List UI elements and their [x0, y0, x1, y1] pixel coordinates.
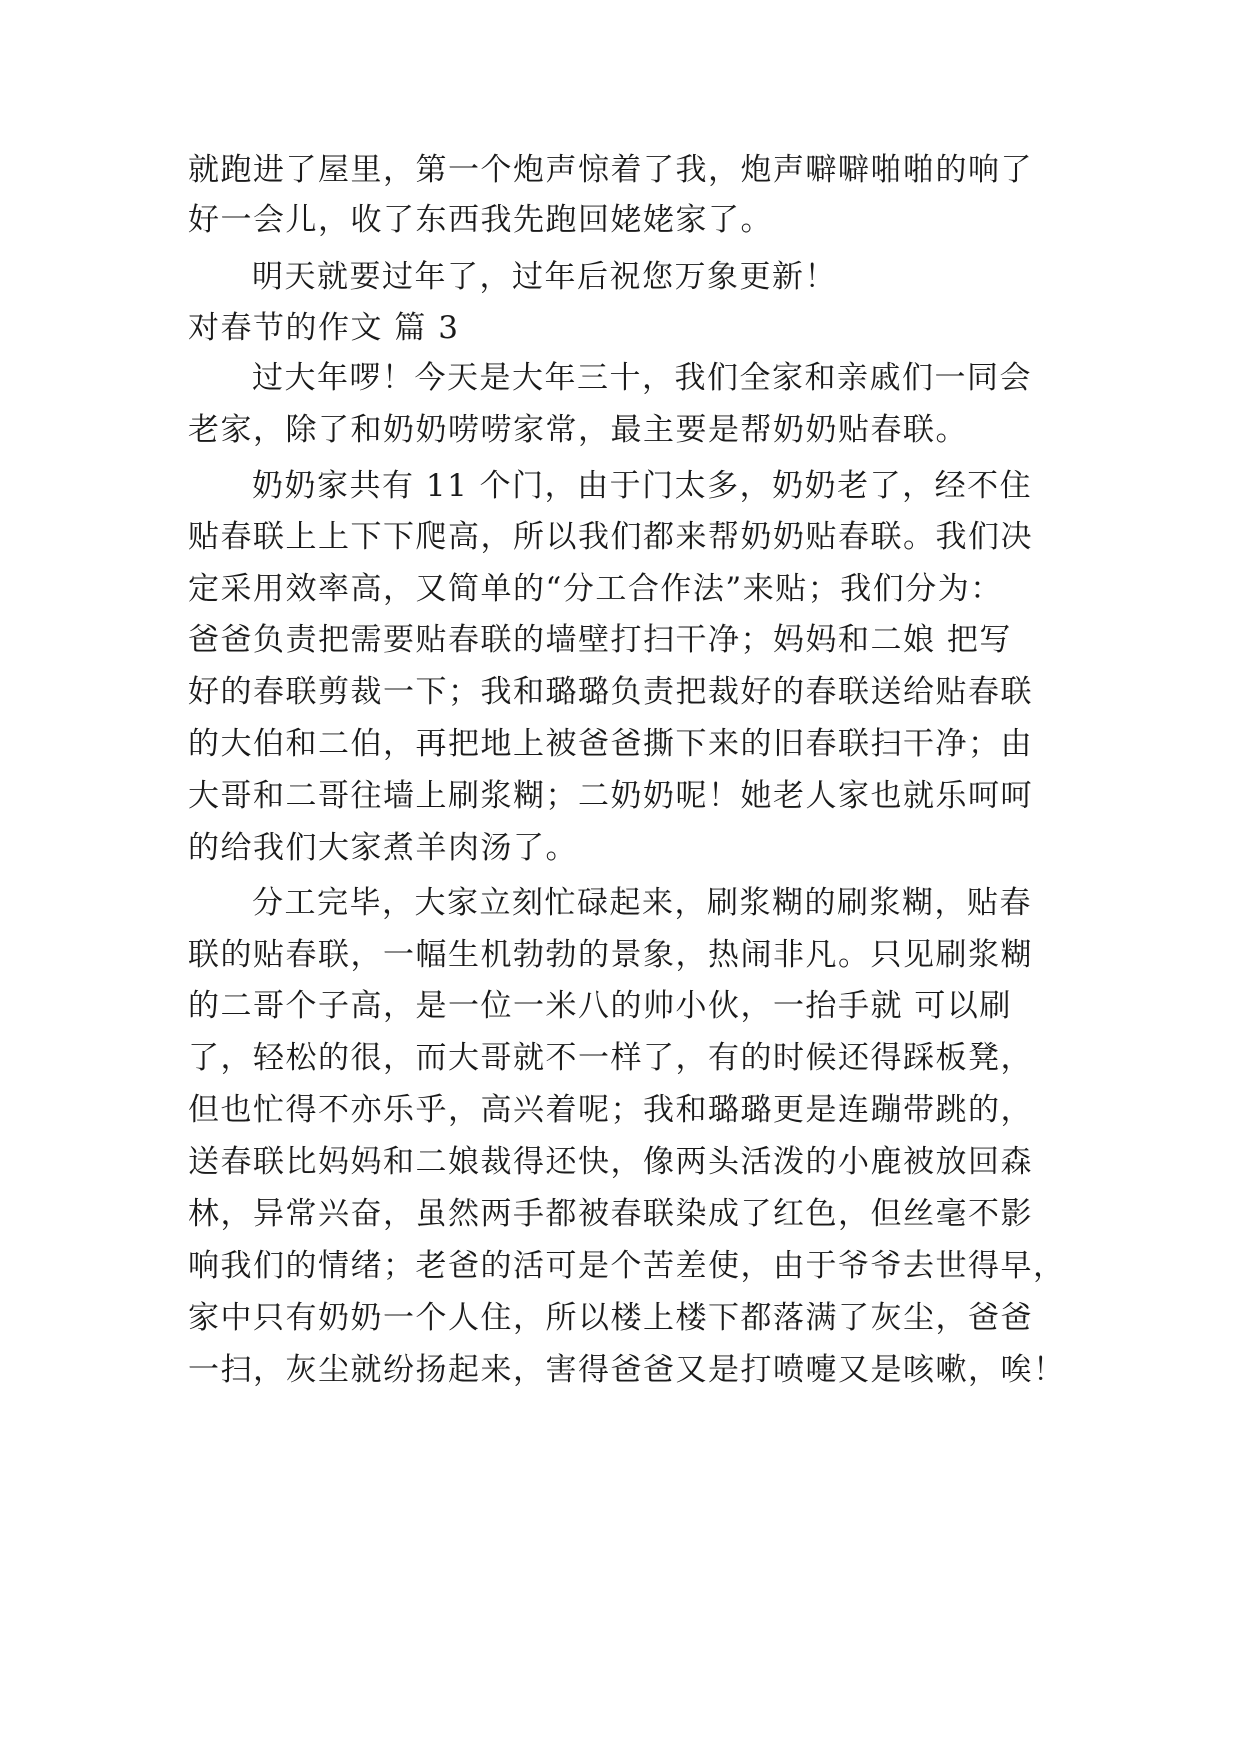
- text-line: 家中只有奶奶一个人住，所以楼上楼下都落满了灰尘，爸爸: [188, 1300, 1033, 1336]
- text-line: 大哥和二哥往墙上刷浆糊；二奶奶呢！她老人家也就乐呵呵: [188, 778, 1033, 814]
- text-line: 过大年啰！今天是大年三十，我们全家和亲戚们一同会: [252, 360, 1032, 396]
- text-line: 林，异常兴奋，虽然两手都被春联染成了红色，但丝毫不影: [188, 1196, 1033, 1232]
- text-line: 老家，除了和奶奶唠唠家常，最主要是帮奶奶贴春联。: [188, 412, 968, 448]
- text-line: 但也忙得不亦乐乎，高兴着呢；我和璐璐更是连蹦带跳的，: [188, 1092, 1033, 1128]
- text-line: 明天就要过年了，过年后祝您万象更新！: [252, 259, 837, 295]
- text-line: 贴春联上上下下爬高，所以我们都来帮奶奶贴春联。我们决: [188, 519, 1033, 555]
- text-line: 联的贴春联，一幅生机勃勃的景象，热闹非凡。只见刷浆糊: [188, 937, 1033, 973]
- text-line: 响我们的情绪；老爸的活可是个苦差使，由于爷爷去世得早，: [188, 1248, 1066, 1284]
- text-line: 好一会儿，收了东西我先跑回姥姥家了。: [188, 202, 773, 238]
- text-line: 就跑进了屋里，第一个炮声惊着了我，炮声噼噼啪啪的响了: [188, 152, 1033, 188]
- text-line: 爸爸负责把需要贴春联的墙壁打扫干净；妈妈和二娘 把写: [188, 622, 1012, 658]
- text-line: 一扫，灰尘就纷扬起来，害得爸爸又是打喷嚏又是咳嗽，唉！: [188, 1352, 1066, 1388]
- text-line: 的给我们大家煮羊肉汤了。: [188, 830, 578, 866]
- text-line: 好的春联剪裁一下；我和璐璐负责把裁好的春联送给贴春联: [188, 674, 1033, 710]
- text-line: 送春联比妈妈和二娘裁得还快，像两头活泼的小鹿被放回森: [188, 1144, 1033, 1180]
- text-line: 奶奶家共有 11 个门，由于门太多，奶奶老了，经不住: [252, 468, 1033, 504]
- section-heading: 对春节的作文 篇 3: [188, 310, 460, 346]
- text-line: 定采用效率高，又简单的“分工合作法”来贴；我们分为：: [188, 571, 1003, 607]
- text-line: 分工完毕，大家立刻忙碌起来，刷浆糊的刷浆糊，贴春: [252, 885, 1032, 921]
- text-line: 的大伯和二伯，再把地上被爸爸撕下来的旧春联扫干净；由: [188, 726, 1033, 762]
- text-line: 的二哥个子高，是一位一米八的帅小伙，一抬手就 可以刷: [188, 988, 1012, 1024]
- text-line: 了，轻松的很，而大哥就不一样了，有的时候还得踩板凳，: [188, 1040, 1033, 1076]
